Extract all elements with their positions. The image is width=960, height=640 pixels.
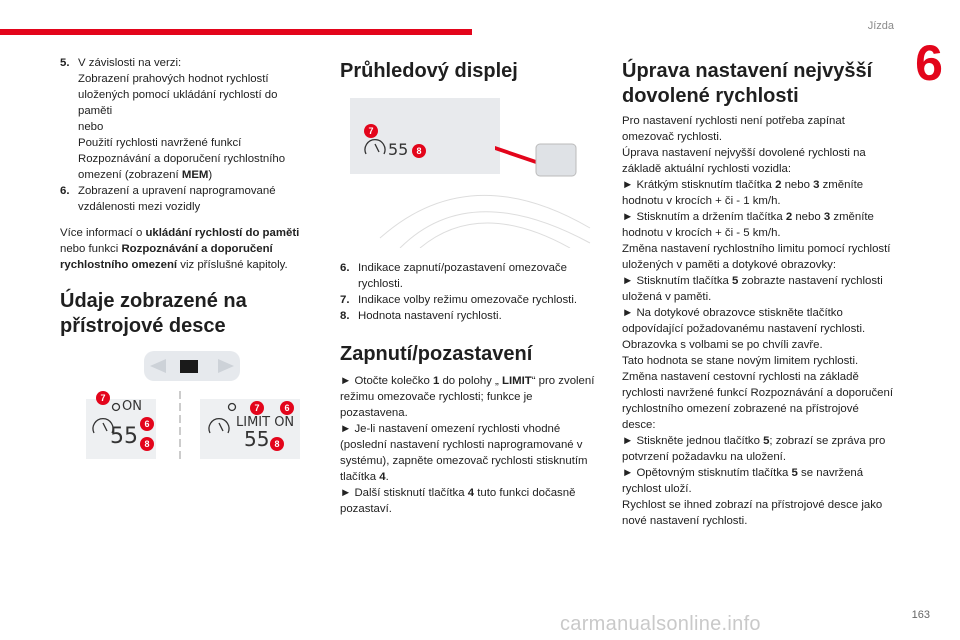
para-text: Více informací o <box>60 227 146 239</box>
item-number: 6. <box>60 185 70 197</box>
item5-line: omezení (zobrazení <box>78 169 182 181</box>
para-bold: LIMIT <box>501 375 532 387</box>
item5-close: ) <box>208 169 213 181</box>
item-text: Indikace zapnutí/pozastavení omezovače rychlosti. <box>358 262 567 290</box>
item5-line: paměti <box>78 105 113 117</box>
item5-line: Zobrazení prahových hodnot rychlostí <box>78 73 269 85</box>
speed-value: 55 <box>110 424 138 449</box>
instruction-paragraph <box>622 465 894 497</box>
item-text: Zobrazení a upravení naprogramované vzdálenosti mezi vozidly <box>78 185 276 213</box>
badge-8: 8 <box>412 144 426 158</box>
para-text: ► Otočte kolečko <box>340 375 433 387</box>
item-text <box>78 55 322 183</box>
para-text: Úprava nastavení nejvyšší dovolené rychlosti na základě aktuální rychlosti vozidla: <box>622 147 866 175</box>
para-text: ► Stisknutím tlačítka <box>622 275 733 287</box>
para-text: viz příslušné kapitoly. <box>177 259 288 271</box>
para-bold: 1 <box>432 375 440 387</box>
para-text: . <box>385 471 389 483</box>
chapter-number: 6 <box>915 35 943 91</box>
badge-8: 8 <box>140 437 154 451</box>
para-text: Pro nastavení rychlosti není potřeba zapínat omezovač rychlosti. <box>622 115 845 143</box>
para-text: Rychlost se ihned zobrazí na přístrojové desce jako nové nastavení rychlosti. <box>622 499 883 527</box>
para-text: do polohy „ <box>439 375 502 387</box>
instrument-panel-figure <box>60 351 322 489</box>
para-text: změníte hodnotu v krocích + či - 5 km/h. <box>622 211 874 239</box>
para-text: ; zobrazí se zpráva pro potvrzení požadavku na uložení. <box>622 435 886 463</box>
item-number: 8. <box>340 310 350 322</box>
instruction-paragraph <box>622 177 894 209</box>
item-number: 5. <box>60 57 70 69</box>
instruction-paragraph <box>622 273 894 305</box>
limit-on-indicator: LIMIT ON <box>236 415 295 430</box>
para-bold: 5 <box>732 275 739 287</box>
para-bold: Rozpoznávání a doporučení rychlostního omezení <box>60 243 273 271</box>
heading-instrument-panel: Údaje zobrazené na přístrojové desce <box>60 290 247 337</box>
instruction-paragraph <box>622 209 894 241</box>
item5-intro: V závislosti na verzi: <box>78 57 182 69</box>
badge-7: 7 <box>250 401 264 415</box>
para-text: nebo funkci <box>60 243 122 255</box>
para-text: změníte hodnotu v krocích + či - 1 km/h. <box>622 179 864 207</box>
para-text: Tato hodnota se stane novým limitem rychlosti. <box>622 355 859 367</box>
badge-8: 8 <box>270 437 284 451</box>
heading-on-off: Zapnutí/pozastavení <box>340 343 533 365</box>
item5-line: uložených pomocí ukládání rychlostí do <box>78 89 278 101</box>
list-item <box>340 308 600 324</box>
para-bold: 4 <box>467 487 475 499</box>
item5-line: Použití rychlosti navržené funkcí <box>78 137 242 149</box>
adjust-limit-body <box>622 113 894 529</box>
instruction-paragraph <box>622 433 894 465</box>
item5-line: Rozpoznávání a doporučení rychlostního <box>78 153 286 165</box>
para-text: ► Krátkým stisknutím tlačítka <box>622 179 776 191</box>
para-text: Obrazovka s volbami se po chvíli zavře. <box>622 339 823 351</box>
para-text: ► Je-li nastavení omezení rychlosti vhodné (poslední nastavení rychlosti naprogramované v systému), zapněte omezovač rychlosti stisknutím tlačítka <box>340 423 588 483</box>
para-text: ► Opětovným stisknutím tlačítka <box>622 467 792 479</box>
item-number: 7. <box>340 294 350 306</box>
para-bold: 2 <box>775 179 782 191</box>
para-text: ► Další stisknutí tlačítka <box>340 487 468 499</box>
heading-adjust-limit: Úprava nastavení nejvyšší dovolené rychlosti <box>622 60 873 107</box>
item5-line: nebo <box>78 121 104 133</box>
badge-7: 7 <box>96 391 110 405</box>
para-text: ► Stisknutím a držením tlačítka <box>622 211 786 223</box>
column-middle <box>340 55 600 517</box>
para-text: Změna nastavení cestovní rychlosti na základě rychlosti navržené funkcí Rozpoznávání a doporučení rychlostního omezení zobrazené na přístrojové desce: <box>622 371 894 431</box>
para-text: nebo <box>792 211 824 223</box>
section-title: Jízda <box>867 20 894 32</box>
para-text: nebo <box>781 179 814 191</box>
hud-speed-value: 55 <box>388 140 409 159</box>
para-text: Změna nastavení rychlostního limitu pomocí rychlostí uložených v paměti a dotykové obrazovky: <box>622 243 891 271</box>
mem-label: MEM <box>181 169 209 181</box>
column-right <box>622 55 894 529</box>
list-item-5 <box>60 55 322 183</box>
list-item-6 <box>60 183 322 215</box>
column-left <box>60 55 322 489</box>
instruction-paragraph <box>340 421 600 485</box>
para-text: “ pro zvolení režimu omezovače rychlosti; funkce je pozastavena. <box>340 375 595 419</box>
para-bold: ukládání rychlostí do paměti <box>145 227 300 239</box>
para-text: tuto funkci dočasně pozastaví. <box>340 487 576 515</box>
para-bold: 2 <box>785 211 793 223</box>
para-text: zobrazte nastavení rychlosti uložená v paměti. <box>622 275 883 303</box>
list-item <box>340 292 600 308</box>
item-text: Hodnota nastavení rychlosti. <box>358 310 502 322</box>
speed-value: 55 <box>244 427 270 451</box>
para-bold: 3 <box>823 211 831 223</box>
heading-hud: Průhledový displej <box>340 60 518 82</box>
badge-6: 6 <box>140 417 154 431</box>
para-bold: 5 <box>791 467 798 479</box>
hud-figure <box>340 98 600 248</box>
para-bold: 4 <box>379 471 386 483</box>
more-info-paragraph <box>60 225 322 273</box>
on-indicator: ON <box>122 399 142 414</box>
watermark: carmanualsonline.info <box>560 613 761 635</box>
para-text: ► Stiskněte jednou tlačítko <box>622 435 764 447</box>
badge-7: 7 <box>364 124 378 138</box>
top-accent-bar <box>0 29 472 35</box>
para-text: ► Na dotykové obrazovce stiskněte tlačítko odpovídající požadovanému nastavení rychlosti. <box>622 307 866 335</box>
para-text: se navržená rychlost uloží. <box>622 467 864 495</box>
para-bold: 5 <box>763 435 770 447</box>
badge-6: 6 <box>280 401 294 415</box>
para-bold: 3 <box>813 179 820 191</box>
hud-illustration <box>340 98 600 248</box>
hud-legend-list <box>340 260 600 324</box>
item-text: Indikace volby režimu omezovače rychlosti. <box>358 294 578 306</box>
instruction-paragraph <box>340 373 600 421</box>
list-item <box>340 260 600 292</box>
instruction-paragraph <box>340 485 600 517</box>
item-number: 6. <box>340 262 350 274</box>
page-number: 163 <box>911 609 930 621</box>
